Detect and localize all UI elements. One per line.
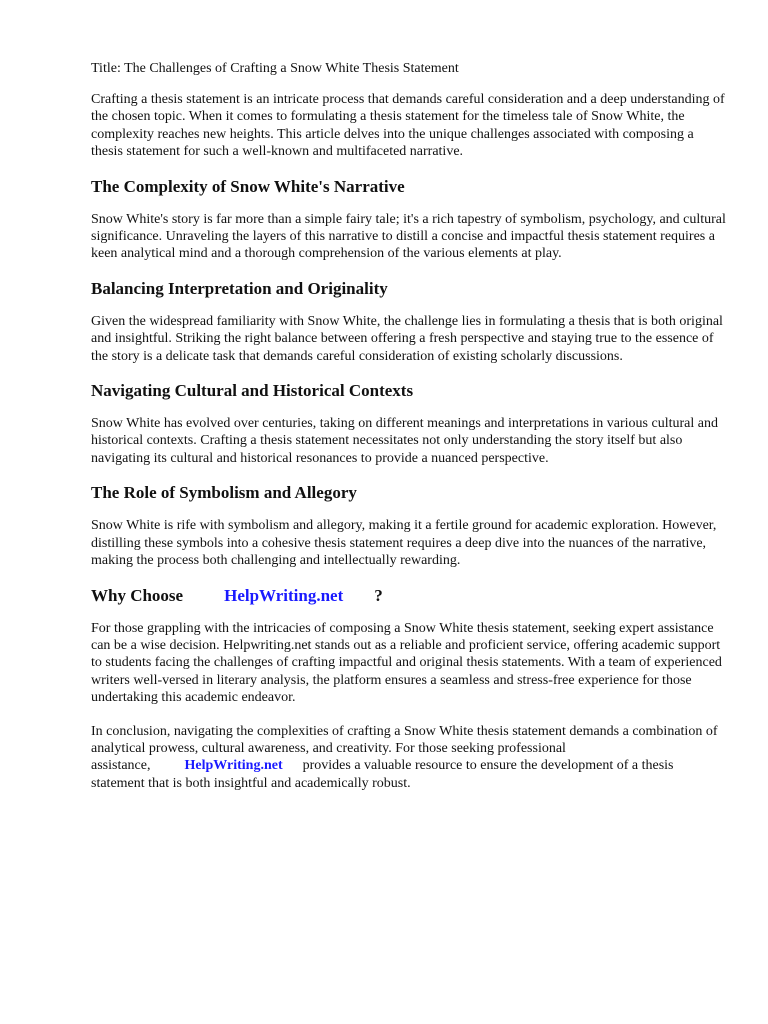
section-heading-symbolism: The Role of Symbolism and Allegory — [91, 483, 357, 503]
why-choose-heading — [91, 586, 728, 606]
why-choose-body: For those grappling with the intricacies of composing a Snow White thesis statement, seeking expert assistance can be a wise decision. Helpwriting.net stands out as a reliable and proficient service, offering academic support to students facing the challenges of crafting impactful and original thesis statements. With a team of experienced writers well-versed in literary analysis, the platform ensures a seamless and stress-free experience for those undertaking this academic endeavor. — [91, 620, 722, 706]
section-heading-balancing: Balancing Interpretation and Originality — [91, 278, 388, 298]
document-title: Title: The Challenges of Crafting a Snow White Thesis Statement — [91, 61, 459, 76]
section-body-symbolism: Snow White is rife with symbolism and allegory, making it a fertile ground for academic exploration. However, distilling these symbols into a cohesive thesis statement requires a deep dive into the nuances of the narrative, making the process both challenging and intellectually rewarding. — [91, 518, 717, 569]
section-body-contexts: Snow White has evolved over centuries, taking on different meanings and interpretations in various cultural and historical contexts. Crafting a thesis statement necessitates not only understanding the story itself but also navigating its cultural and historical resonances to provide a nuanced perspective. — [91, 416, 718, 466]
helpwriting-link-conclusion[interactable]: HelpWriting.net — [184, 758, 283, 774]
conclusion-paragraph — [91, 723, 728, 793]
why-choose-prefix: Why Choose — [91, 585, 184, 605]
intro-paragraph: Crafting a thesis statement is an intricate process that demands careful consideration and a deep understanding of the chosen topic. When it comes to formulating a thesis statement for the timeless tale of Snow White, the complexity reaches new heights. This article delves into the unique challenges associated with composing a thesis statement for such a well-known and multifaceted narrative. — [91, 92, 725, 160]
section-heading-complexity: The Complexity of Snow White's Narrative — [91, 176, 405, 196]
section-body-complexity: Snow White's story is far more than a simple fairy tale; it's a rich tapestry of symbolism, psychology, and cultural significance. Unraveling the layers of this narrative to distill a concise and impactful thesis statement requires a keen analytical mind and a thorough comprehension of the various elements at play. — [91, 211, 726, 262]
conclusion-before: In conclusion, navigating the complexities of crafting a Snow White thesis statement demands a combination of analytical prowess, cultural awareness, and creativity. For those seeking professional assistance, — [91, 723, 718, 774]
why-choose-suffix: ? — [374, 585, 383, 605]
helpwriting-link-heading[interactable]: HelpWriting.net — [224, 585, 344, 605]
section-heading-contexts: Navigating Cultural and Historical Contexts — [91, 381, 414, 401]
section-body-balancing: Given the widespread familiarity with Snow White, the challenge lies in formulating a thesis that is both original and insightful. Striking the right balance between offering a fresh perspective and staying true to the essence of the story is a delicate task that demands careful consideration of existing scholarly discussions. — [91, 313, 723, 364]
conclusion-after: provides a valuable resource to ensure the development of a thesis statement that is both insightful and academically robust. — [91, 758, 674, 791]
